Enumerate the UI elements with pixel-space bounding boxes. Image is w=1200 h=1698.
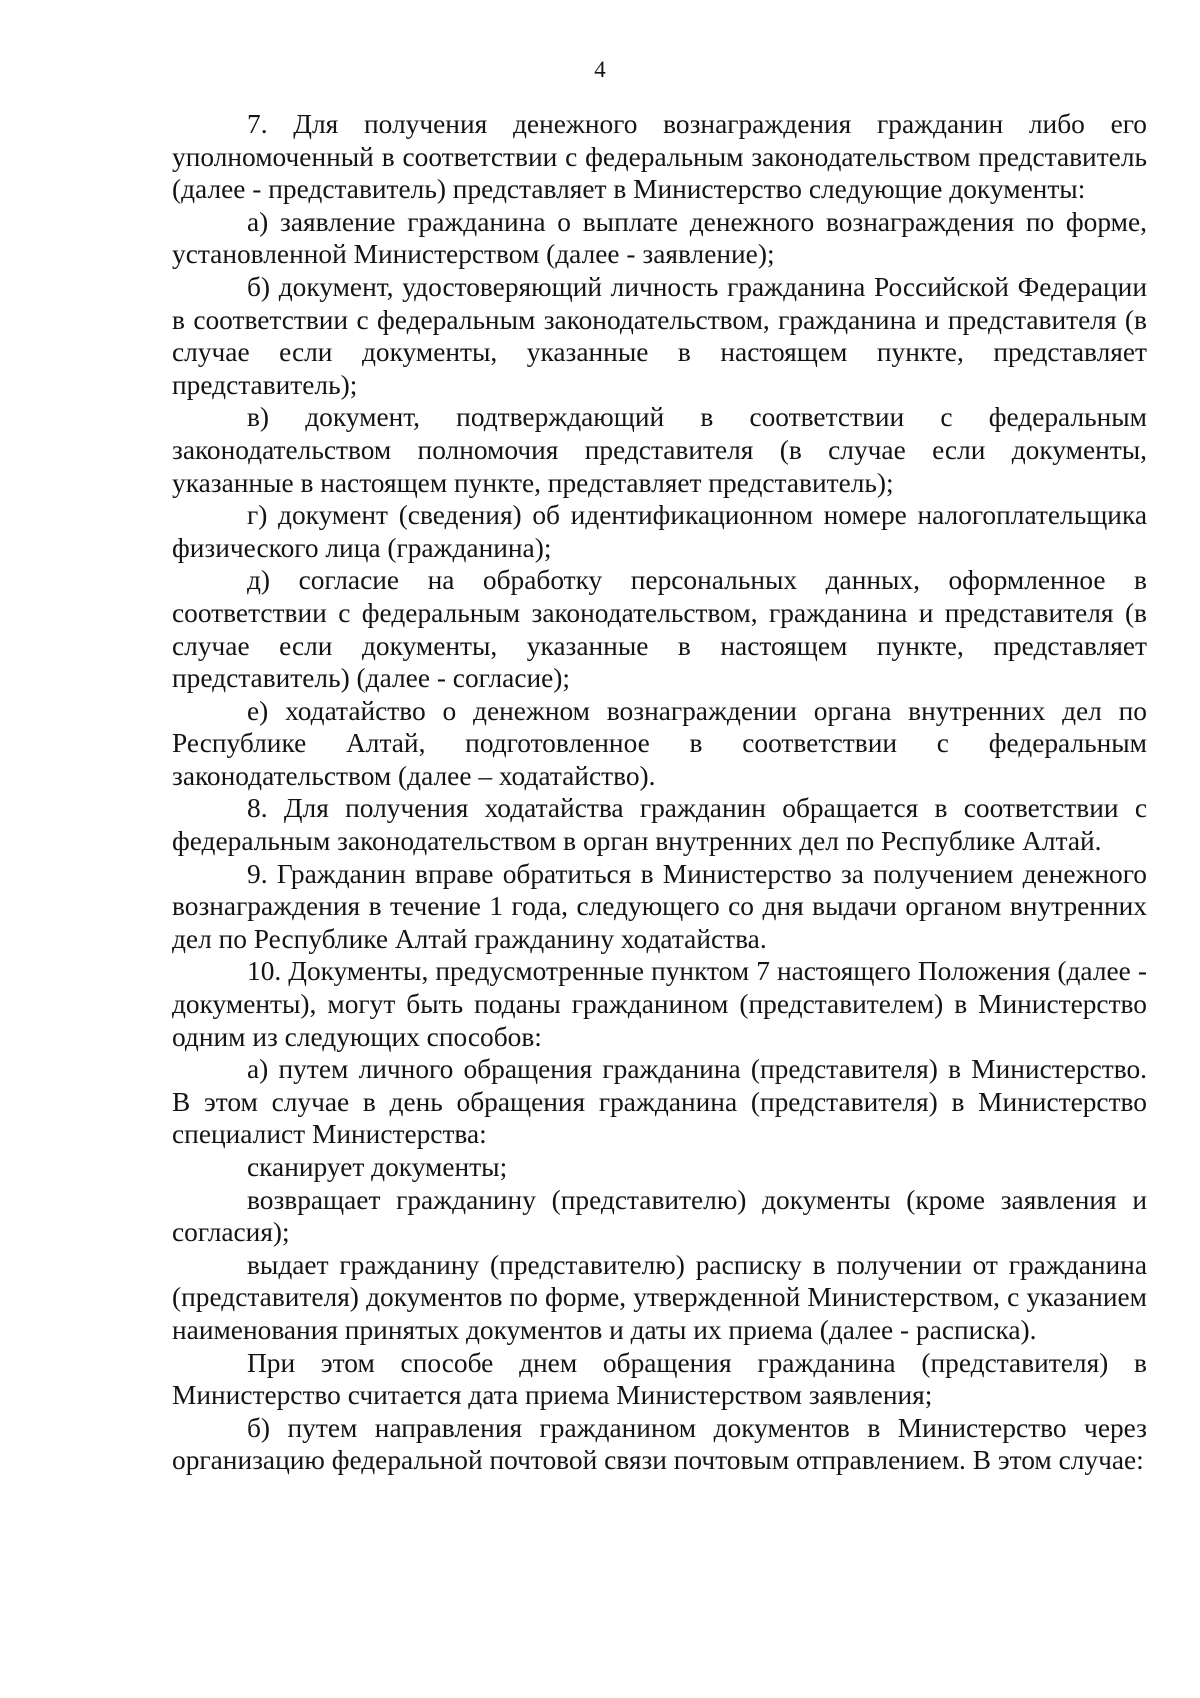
- paragraph-7v: в) документ, подтверждающий в соответствии с федеральным законодательством полномочия представителя (в случае если документы, указанные в настоящем пункте, представляет представитель);: [172, 402, 1147, 498]
- paragraph-10a-scan: сканирует документы;: [247, 1152, 508, 1182]
- paragraph-10a-receipt: выдает гражданину (представителю) расписку в получении от гражданина (представителя) документов по форме, утвержденной Министерством, с указанием наименования принятых документов и даты их приема (далее - расписка).: [172, 1249, 1147, 1345]
- paragraph-10b: б) путем направления гражданином документов в Министерство через организацию федеральной почтовой связи почтовым отправлением. В этом случае:: [172, 1412, 1147, 1476]
- paragraph-9: 9. Гражданин вправе обратиться в Министерство за получением денежного вознаграждения в течение 1 года, следующего со дня выдачи органом внутренних дел по Республике Алтай гражданину ходатайства.: [172, 858, 1147, 954]
- paragraph-10a: а) путем личного обращения гражданина (представителя) в Министерство. В этом случае в день обращения гражданина (представителя) в Министерство специалист Министерства:: [172, 1054, 1147, 1150]
- paragraph-7a: а) заявление гражданина о выплате денежного вознаграждения по форме, установленной Министерством (далее - заявление);: [172, 206, 1147, 270]
- document-body: [172, 108, 1147, 1477]
- paragraph-10: 10. Документы, предусмотренные пунктом 7 настоящего Положения (далее - документы), могут быть поданы гражданином (представителем) в Министерство одним из следующих способов:: [172, 956, 1147, 1052]
- paragraph-7: 7. Для получения денежного вознаграждения гражданин либо его уполномоченный в соответствии с федеральным законодательством представитель (далее - представитель) представляет в Министерство следующие документы:: [172, 109, 1147, 205]
- paragraph-7b: б) документ, удостоверяющий личность гражданина Российской Федерации в соответствии с федеральным законодательством, гражданина и представителя (в случае если документы, указанные в настоящем пункте, представляет представитель);: [172, 271, 1147, 400]
- paragraph-8: 8. Для получения ходатайства гражданин обращается в соответствии с федеральным законодательством в орган внутренних дел по Республике Алтай.: [172, 793, 1147, 857]
- paragraph-7d: д) согласие на обработку персональных данных, оформленное в соответствии с федеральным законодательством, гражданина и представителя (в случае если документы, указанные в настоящем пункте, представляет представитель) (далее - согласие);: [172, 565, 1147, 694]
- page-number: 4: [594, 57, 606, 82]
- paragraph-10a-date: При этом способе днем обращения гражданина (представителя) в Министерство считается дата приема Министерством заявления;: [172, 1347, 1147, 1411]
- paragraph-10a-return: возвращает гражданину (представителю) документы (кроме заявления и согласия);: [172, 1184, 1147, 1248]
- paragraph-7g: г) документ (сведения) об идентификационном номере налогоплательщика физического лица (гражданина);: [172, 500, 1147, 563]
- paragraph-7e: е) ходатайство о денежном вознаграждении органа внутренних дел по Республике Алтай, подготовленное в соответствии с федеральным законодательством (далее – ходатайство).: [172, 695, 1147, 791]
